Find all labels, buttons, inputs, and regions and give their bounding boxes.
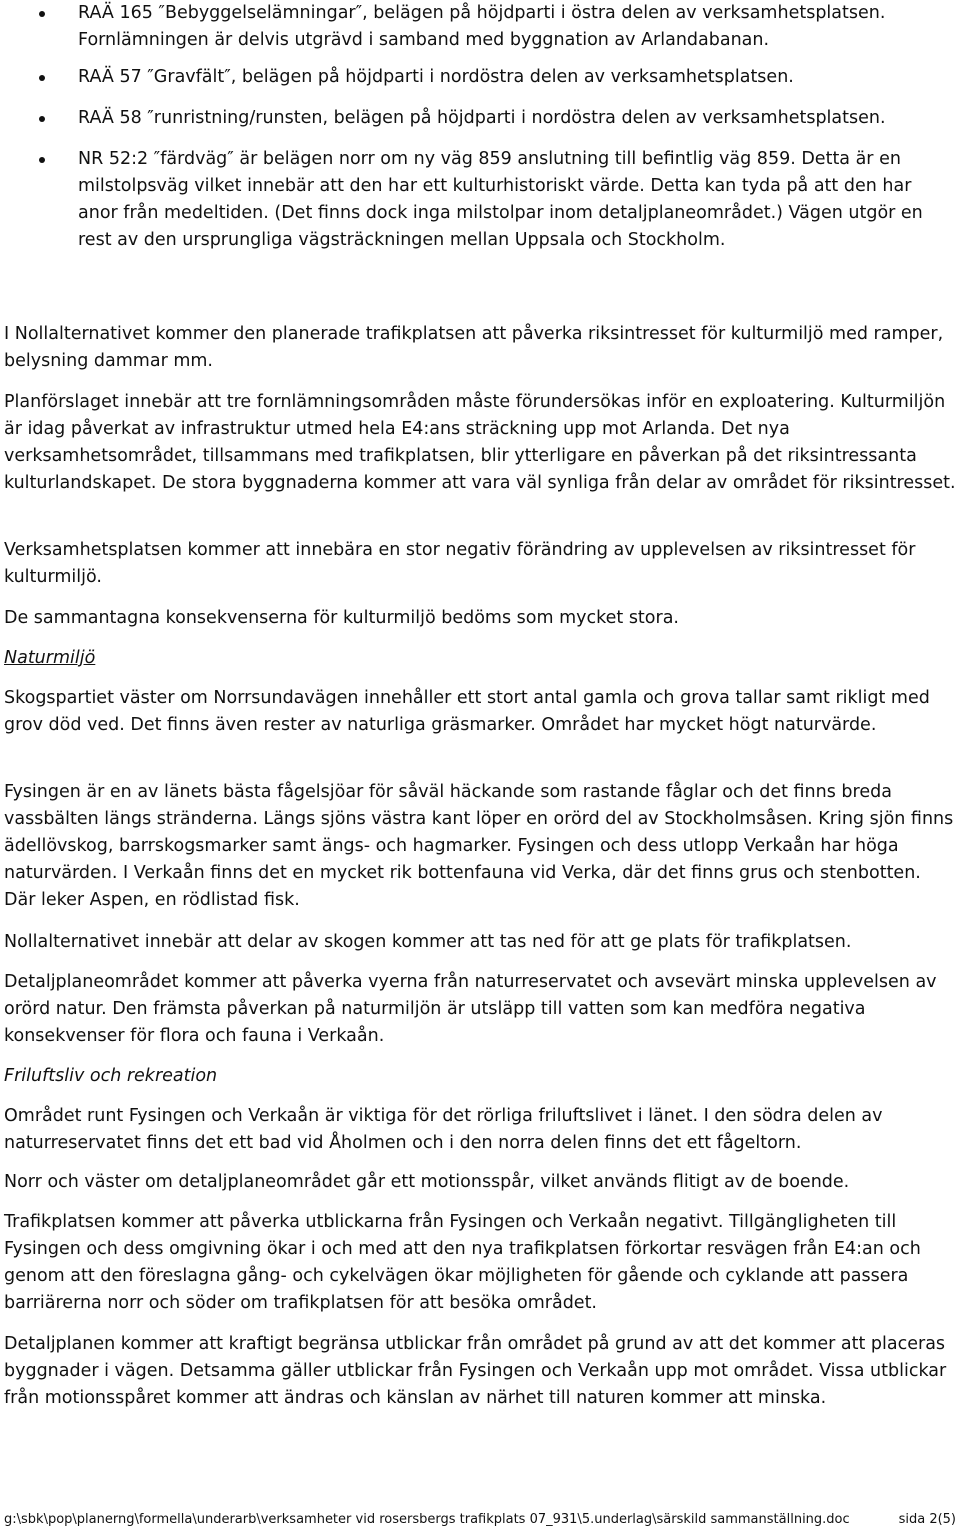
heading-friluftsliv: Friluftsliv och rekreation [4,1066,218,1086]
paragraph-skogspartiet: Skogspartiet väster om Norrsundavägen innehåller ett stort antal gamla och grova tallar samt rikligt med grov död ved. Det finns även rester av naturliga gräsmarker. Området har mycket högt naturvärde. [4,688,930,735]
paragraph-motionsspar: Norr och väster om detaljplaneområdet går ett motionsspår, vilket används flitigt av de boende. [4,1172,850,1192]
list-item [0,105,960,132]
paragraph-detaljplanen-utblickar: Detaljplanen kommer att kraftigt begränsa utblickar från området på grund av att det kommer att placeras byggnader i vägen. Detsamma gäller utblickar från Fysingen och Verkaån upp mot området. Vissa utblickar från motionsspåret kommer att ändras och känslan av närhet till naturen kommer att minska. [4,1334,947,1408]
paragraph-omradet-runt-fysingen: Området runt Fysingen och Verkaån är viktiga för det rörliga friluftslivet i länet. I den södra delen av naturreservatet finns det ett bad vid Åholmen och i den norra delen finns det ett fågeltorn. [4,1106,883,1153]
paragraph-planforslag: Planförslaget innebär att tre fornlämningsområden måste förundersökas inför en exploatering. Kulturmiljön är idag påverkat av infrastruktur utmed hela E4:ans sträckning upp mot Arlanda. Det nya verksamhetsområdet, tillsammans med trafikplatsen, blir ytterligare en påverkan på det riksintressanta kulturlandskapet. De stora byggnaderna kommer att vara väl synliga från delar av området för riksintresset. [4,392,956,493]
bullet-icon [39,116,45,122]
fornlamning-list [0,0,960,254]
heading-naturmiljo: Naturmiljö [4,648,96,668]
paragraph-nollalternativ-natur: Nollalternativet innebär att delar av skogen kommer att tas ned för att ge plats för trafikplatsen. [4,932,852,952]
list-item [0,146,960,254]
bullet-icon [39,157,45,163]
paragraph-trafikplatsen: Trafikplatsen kommer att påverka utblickarna från Fysingen och Verkaån negativt. Tillgängligheten till Fysingen och dess omgivning ökar i och med att den nya trafikplatsen förkortar resvägen från E4:an och genom att den föreslagna gång- och cykelvägen ökar möjligheten för gående och cyklande att passera barriärerna norr och söder om trafikplatsen för att besöka området. [4,1212,921,1313]
paragraph-fysingen: Fysingen är en av länets bästa fågelsjöar för såväl häckande som rastande fåglar och det finns breda vassbälten längs stränderna. Längs sjöns västra kant löper en orörd del av Stockholmsåsen. Kring sjön finns ädellövskog, barrskogsmarker samt ängs- och hagmarker. Fysingen och dess utlopp Verkaån har höga naturvärden. I Verkaån finns det en mycket rik bottenfauna vid Verka, där det finns grus och stenbotten. Där leker Aspen, en rödlistad fisk. [4,782,954,910]
bullet-icon [39,11,45,17]
paragraph-konsekvenser-kultur: De sammantagna konsekvenserna för kulturmiljö bedöms som mycket stora. [4,608,679,628]
bullet-icon [39,75,45,81]
footer-file-path: g:\sbk\pop\planerng\formella\underarb\verksamheter vid rosersbergs trafikplats 07_931\5.underlag\särskild sammanställning.doc [4,1512,850,1527]
list-item [0,0,960,54]
list-item [0,64,960,91]
paragraph-nollalternativ-kultur: I Nollalternativet kommer den planerade trafikplatsen att påverka riksintresset för kulturmiljö med ramper, belysning dammar mm. [4,324,944,371]
list-item-text: NR 52:2 ″färdväg″ är belägen norr om ny väg 859 anslutning till befintlig väg 859. Detta är en milstolpsväg vilket innebär att den har ett kulturhistoriskt värde. Detta kan tyda på att den har anor från medeltiden. (Det finns dock inga milstolpar inom detaljplaneområdet.) Vägen utgör en rest av den ursprungliga vägsträckningen mellan Uppsala och Stockholm. [78,149,923,250]
list-item-text: RAÄ 58 ″runristning/runsten, belägen på höjdparti i nordöstra delen av verksamhetsplatsen. [78,108,886,128]
list-item-text: RAÄ 165 ″Bebyggelselämningar″, belägen på höjdparti i östra delen av verksamhetsplatsen. Fornlämningen är delvis utgrävd i samband med byggnation av Arlandabanan. [78,3,886,50]
list-item-text: RAÄ 57 ″Gravfält″, belägen på höjdparti i nordöstra delen av verksamhetsplatsen. [78,67,794,87]
paragraph-verksamhetsplatsen: Verksamhetsplatsen kommer att innebära en stor negativ förändring av upplevelsen av riksintresset för kulturmiljö. [4,540,916,587]
paragraph-detaljplaneomradet: Detaljplaneområdet kommer att påverka vyerna från naturreservatet och avsevärt minska upplevelsen av orörd natur. Den främsta påverkan på naturmiljön är utsläpp till vatten som kan medföra negativa konsekvenser för flora och fauna i Verkaån. [4,972,937,1046]
footer-page-number: sida 2(5) [898,1512,956,1527]
